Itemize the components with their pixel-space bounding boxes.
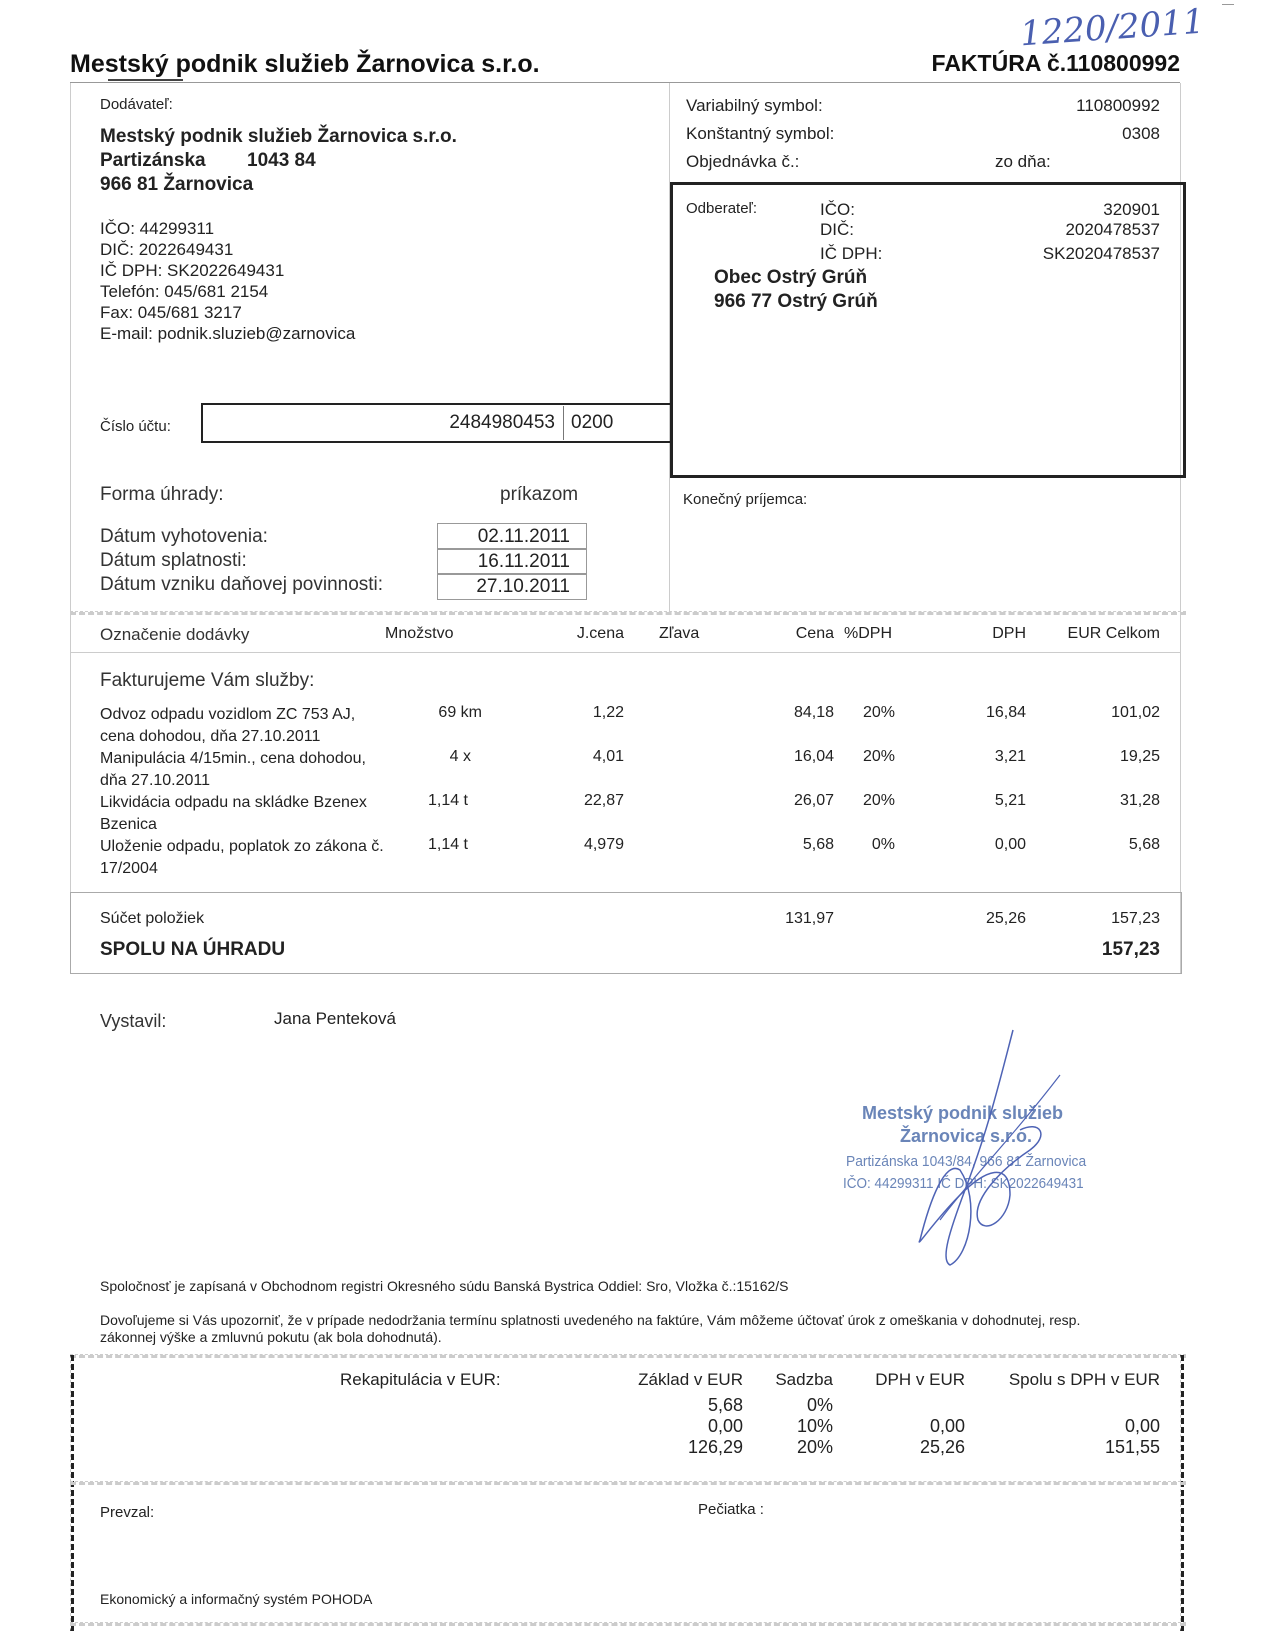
recap-vat: 0,00	[929, 1416, 965, 1436]
tax-date-value: 27.10.2011	[476, 576, 570, 597]
supplier-ico: IČO: 44299311	[100, 219, 215, 238]
account-bank-code: 0200	[571, 412, 614, 433]
recap-total: 0,00	[1124, 1416, 1160, 1436]
customer-label: Odberateľ:	[686, 200, 758, 217]
tax-date-label: Dátum vzniku daňovej povinnosti:	[100, 574, 384, 595]
supplier-phone: Telefón: 045/681 2154	[100, 282, 269, 301]
col-vat: DPH	[992, 625, 1026, 642]
item-unit-price: 4,01	[592, 748, 624, 765]
item-qty: 1,14 t	[427, 836, 468, 853]
recap-label: Rekapitulácia v EUR:	[340, 1370, 501, 1389]
payment-form-label: Forma úhrady:	[100, 484, 224, 505]
warning-line1: Dovoľujeme si Vás upozorniť, že v prípade nedodržania termínu splatnosti uvedeného na faktúre, Vám môžeme účtovať úrok z omeškania v dohodnutej, resp.	[100, 1312, 1081, 1328]
item-vat-pct: 20%	[862, 792, 895, 809]
due-date-label: Dátum splatnosti:	[100, 550, 247, 571]
customer-ico-label: IČO:	[820, 200, 855, 219]
account-number: 2484980453	[449, 412, 555, 433]
issued-label: Vystavil:	[100, 1011, 167, 1031]
system-note: Ekonomický a informačný systém POHODA	[100, 1591, 373, 1607]
item-unit-price: 4,979	[583, 836, 624, 853]
supplier-email: E-mail: podnik.sluzieb@zarnovica	[100, 324, 356, 343]
col-total: EUR Celkom	[1067, 625, 1160, 642]
header-underline	[108, 79, 183, 81]
pre-items-rule	[70, 611, 1186, 615]
item-qty: 69 km	[438, 704, 482, 721]
item-desc: Manipulácia 4/15min., cena dohodou, dňa 27.10.2011	[100, 750, 366, 789]
invoice-title: FAKTÚRA č.110800992	[931, 50, 1180, 76]
supplier-name: Mestský podnik služieb Žarnovica s.r.o.	[100, 126, 457, 147]
item-total: 5,68	[1128, 836, 1160, 853]
stamp-label: Pečiatka :	[698, 1501, 764, 1518]
recap-base: 0,00	[707, 1416, 743, 1436]
constant-symbol-label: Konštantný symbol:	[686, 124, 835, 143]
due-date-box	[437, 548, 587, 575]
recap-total: 151,55	[1104, 1437, 1160, 1457]
col-unit-price: J.cena	[576, 625, 624, 642]
order-label: Objednávka č.:	[686, 152, 800, 171]
supplier-fax: Fax: 045/681 3217	[100, 303, 242, 322]
recap-rate: 20%	[796, 1437, 833, 1457]
payment-form-value: príkazom	[500, 484, 579, 505]
warning-line2: zákonnej výške a zmluvnú pokutu (ak bola dohodnutá).	[100, 1329, 442, 1345]
customer-icdph-value: SK2020478537	[1042, 244, 1160, 263]
sum-label: Súčet položiek	[100, 910, 205, 927]
signature-icon	[890, 1020, 1090, 1270]
item-vat: 16,84	[985, 704, 1026, 721]
recap-vat: 25,26	[919, 1437, 965, 1457]
item-vat-pct: 20%	[862, 748, 895, 765]
stamp-line3: Partizánska 1043/84, 966 81 Žarnovica	[846, 1153, 1087, 1170]
item-price: 16,04	[793, 748, 834, 765]
recap-top-rule	[70, 1354, 1186, 1358]
recap-rate: 0%	[806, 1395, 833, 1415]
issued-name: Jana Penteková	[274, 1009, 396, 1028]
item-desc: Uloženie odpadu, poplatok zo zákona č. 17/2004	[100, 838, 384, 877]
customer-name: Obec Ostrý Grúň	[714, 267, 868, 288]
customer-ico-value: 320901	[1103, 200, 1160, 219]
totals-box	[70, 892, 1182, 974]
issue-date-value: 02.11.2011	[477, 526, 570, 547]
corner-mark	[1222, 4, 1234, 5]
sum-price: 131,97	[785, 910, 834, 927]
item-desc: Likvidácia odpadu na skládke Bzenex Bzenica	[100, 794, 367, 833]
col-vat-pct: %DPH	[844, 625, 893, 642]
customer-city: 966 77 Ostrý Grúň	[714, 291, 878, 312]
recap-base: 126,29	[687, 1437, 743, 1457]
recap-base: 5,68	[707, 1395, 743, 1415]
supplier-label: Dodávateľ:	[100, 96, 173, 113]
issue-date-box	[437, 523, 587, 550]
recap-col-total: Spolu s DPH v EUR	[1008, 1370, 1160, 1389]
variable-symbol-label: Variabilný symbol:	[686, 96, 823, 115]
stamp-line2: Žarnovica s.r.o.	[900, 1126, 1033, 1146]
sum-total: 157,23	[1111, 910, 1160, 927]
recap-col-vat: DPH v EUR	[875, 1370, 965, 1389]
item-unit-price: 1,22	[592, 704, 624, 721]
handwritten-note: 1220/2011	[1018, 1, 1206, 55]
col-desc: Označenie dodávky	[100, 625, 250, 644]
header-company: Mestský podnik služieb Žarnovica s.r.o.	[70, 50, 540, 78]
tax-date-box	[437, 573, 587, 600]
left-frame	[70, 83, 71, 973]
recap-col-rate: Sadzba	[775, 1370, 833, 1389]
customer-dic-value: 2020478537	[1065, 220, 1160, 239]
item-price: 26,07	[793, 792, 834, 809]
footer-rule	[70, 1622, 1186, 1626]
due-date-value: 16.11.2011	[477, 551, 570, 572]
items-intro: Fakturujeme Vám služby:	[100, 670, 315, 691]
item-total: 19,25	[1119, 748, 1160, 765]
item-qty: 4 x	[449, 748, 471, 765]
constant-symbol-value: 0308	[1122, 124, 1160, 143]
item-price: 5,68	[802, 836, 834, 853]
item-total: 31,28	[1119, 792, 1160, 809]
received-label: Prevzal:	[100, 1504, 155, 1521]
items-header-rule	[70, 652, 1180, 653]
item-vat-pct: 0%	[871, 836, 895, 853]
item-vat-pct: 20%	[862, 704, 895, 721]
recap-bottom-rule	[70, 1481, 1186, 1485]
supplier-dic: DIČ: 2022649431	[100, 240, 234, 259]
recap-left-frame	[70, 1355, 74, 1631]
item-price: 84,18	[793, 704, 834, 721]
col-discount: Zľava	[659, 625, 700, 642]
item-desc: Odvoz odpadu vozidlom ZC 753 AJ, cena dohodou, dňa 27.10.2011	[100, 706, 356, 745]
issue-date-label: Dátum vyhotovenia:	[100, 526, 268, 547]
account-label: Číslo účtu:	[100, 418, 171, 435]
supplier-city: 966 81 Žarnovica	[100, 174, 254, 195]
registry-note: Spoločnosť je zapísaná v Obchodnom registri Okresného súdu Banská Bystrica Oddiel: Sro, Vložka č.:15162/S	[100, 1278, 789, 1294]
stamp-line1: Mestský podnik služieb	[862, 1103, 1064, 1123]
customer-icdph-label: IČ DPH:	[820, 244, 883, 263]
supplier-street-no: 1043 84	[247, 150, 316, 171]
item-unit-price: 22,87	[583, 792, 624, 809]
account-divider	[563, 406, 564, 440]
stamp-line4: IČO: 44299311 IČ DPH: SK2022649431	[843, 1175, 1084, 1192]
col-price: Cena	[795, 625, 834, 642]
recap-col-base: Základ v EUR	[638, 1370, 743, 1389]
sum-vat: 25,26	[985, 910, 1026, 927]
header-rule	[70, 82, 1180, 83]
variable-symbol-value: 110800992	[1076, 96, 1160, 115]
pay-value: 157,23	[1101, 939, 1160, 960]
col-qty: Množstvo	[385, 625, 454, 642]
order-date-label: zo dňa:	[995, 152, 1051, 171]
recap-right-frame	[1180, 1355, 1184, 1631]
final-recipient-label: Konečný príjemca:	[683, 491, 808, 508]
customer-dic-label: DIČ:	[820, 220, 854, 239]
item-vat: 0,00	[994, 836, 1026, 853]
supplier-street: Partizánska	[100, 150, 206, 171]
recap-rate: 10%	[796, 1416, 833, 1436]
pay-label: SPOLU NA ÚHRADU	[100, 939, 286, 960]
item-qty: 1,14 t	[427, 792, 468, 809]
item-total: 101,02	[1111, 704, 1160, 721]
supplier-icdph: IČ DPH: SK2022649431	[100, 261, 285, 280]
item-vat: 5,21	[994, 792, 1026, 809]
item-vat: 3,21	[994, 748, 1026, 765]
